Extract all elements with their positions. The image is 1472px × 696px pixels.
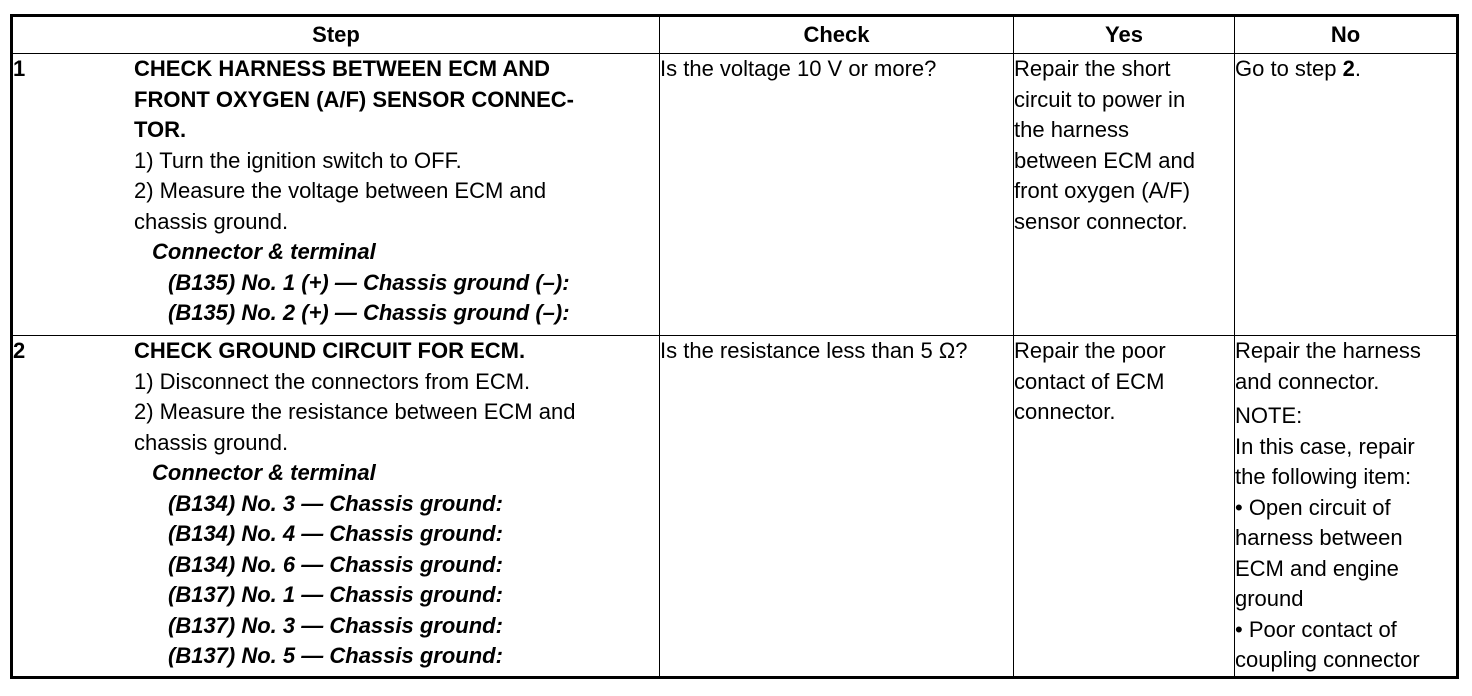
no-cell xyxy=(1235,54,1458,336)
bullet-line: harness between xyxy=(1235,525,1403,550)
terminal-spec: (B137) No. 1 — Chassis ground: xyxy=(168,582,503,607)
procedure-line: chassis ground. xyxy=(134,208,289,234)
yes-cell xyxy=(1014,336,1235,678)
note-line: the following item: xyxy=(1235,464,1412,489)
bullet-line: coupling connector xyxy=(1235,647,1420,672)
procedure-line: 2) Measure the voltage between ECM and xyxy=(134,178,547,203)
step-cell xyxy=(12,336,660,678)
no-action-suffix: . xyxy=(1354,56,1361,81)
procedure-line: 1) Turn the ignition switch to OFF. xyxy=(134,147,462,173)
bullet-line: • Poor contact of xyxy=(1235,616,1397,642)
no-line: Repair the harness xyxy=(1235,338,1421,363)
header-check: Check xyxy=(660,16,1014,54)
bullet-line: ground xyxy=(1235,586,1304,611)
note-label: NOTE: xyxy=(1235,403,1303,428)
table-header-row xyxy=(12,16,1458,54)
yes-cell xyxy=(1014,54,1235,336)
procedure-line: 2) Measure the resistance between ECM and xyxy=(134,399,576,424)
terminal-spec: (B135) No. 2 (+) — Chassis ground (–): xyxy=(168,300,570,325)
step-body xyxy=(134,336,659,672)
diagnostic-table xyxy=(10,14,1459,679)
terminal-spec: (B134) No. 6 — Chassis ground: xyxy=(168,551,503,577)
check-cell xyxy=(660,336,1014,678)
terminal-spec: (B134) No. 4 — Chassis ground: xyxy=(168,521,503,546)
no-action-prefix: Go to step xyxy=(1235,56,1343,81)
yes-line: contact of ECM xyxy=(1014,368,1165,394)
step-title: CHECK GROUND CIRCUIT FOR ECM. xyxy=(134,338,526,363)
terminal-spec: (B134) No. 3 — Chassis ground: xyxy=(168,490,503,516)
step-number: 2 xyxy=(13,338,26,363)
no-action xyxy=(1235,54,1456,85)
connector-terminal-label: Connector & terminal xyxy=(152,460,376,485)
bullet-line: • Open circuit of xyxy=(1235,494,1391,520)
note-line: In this case, repair xyxy=(1235,433,1415,459)
diagnostic-table-container xyxy=(10,14,1456,679)
step-cell xyxy=(12,54,660,336)
no-cell xyxy=(1235,336,1458,678)
yes-line: between ECM and xyxy=(1014,147,1195,173)
yes-line: Repair the short xyxy=(1014,56,1171,81)
step-title: FRONT OXYGEN (A/F) SENSOR CONNEC- xyxy=(134,86,575,112)
terminal-spec: (B135) No. 1 (+) — Chassis ground (–): xyxy=(168,269,570,295)
connector-terminal-label: Connector & terminal xyxy=(152,239,376,264)
yes-line: the harness xyxy=(1014,117,1129,142)
header-no: No xyxy=(1235,16,1458,54)
yes-line: connector. xyxy=(1014,399,1116,424)
procedure-line: 1) Disconnect the connectors from ECM. xyxy=(134,368,531,394)
table-row xyxy=(12,54,1458,336)
check-question: Is the voltage 10 V or more? xyxy=(660,56,937,81)
header-yes: Yes xyxy=(1014,16,1235,54)
header-step: Step xyxy=(12,16,660,54)
bullet-line: ECM and engine xyxy=(1235,555,1399,581)
check-cell xyxy=(660,54,1014,336)
step-title: TOR. xyxy=(134,117,187,142)
terminal-spec: (B137) No. 3 — Chassis ground: xyxy=(168,612,503,638)
procedure-line: chassis ground. xyxy=(134,429,289,455)
yes-line: front oxygen (A/F) xyxy=(1014,178,1191,203)
terminal-spec: (B137) No. 5 — Chassis ground: xyxy=(168,643,503,668)
no-line: and connector. xyxy=(1235,368,1380,394)
yes-line: circuit to power in xyxy=(1014,86,1186,112)
step-title: CHECK HARNESS BETWEEN ECM AND xyxy=(134,56,550,81)
step-body xyxy=(134,54,659,329)
check-question: Is the resistance less than 5 Ω? xyxy=(660,338,968,363)
no-action-step: 2 xyxy=(1342,56,1355,81)
step-number: 1 xyxy=(13,56,26,81)
yes-line: Repair the poor xyxy=(1014,338,1166,363)
table-row xyxy=(12,336,1458,678)
yes-line: sensor connector. xyxy=(1014,208,1188,234)
